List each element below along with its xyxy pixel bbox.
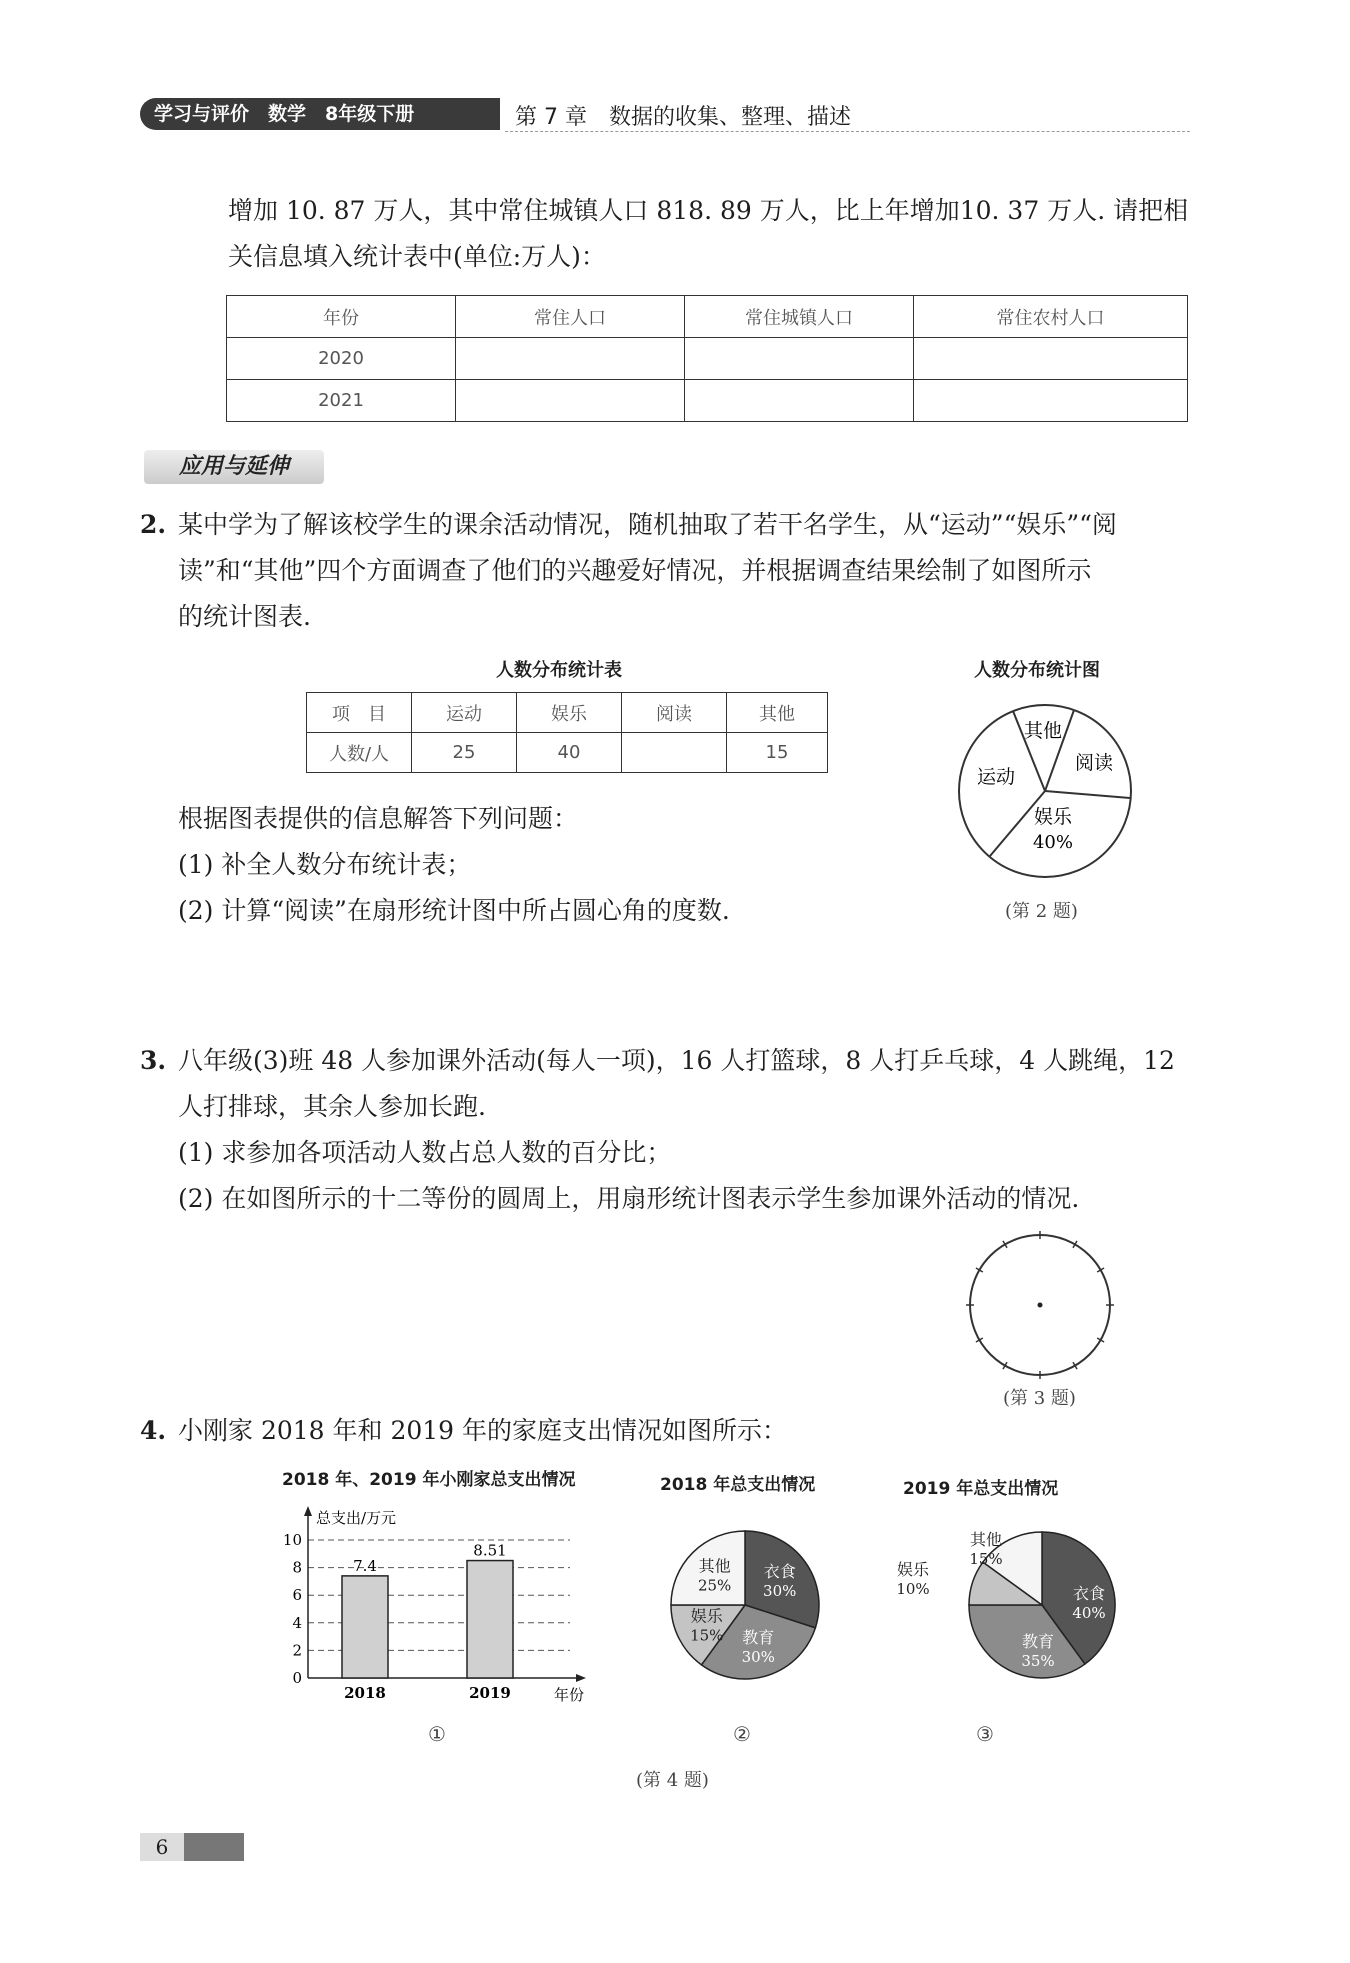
pie-slice-label: 教育 xyxy=(1021,1632,1055,1651)
pie-slice-pct: 15% xyxy=(969,1550,1003,1568)
table-cell-empty[interactable] xyxy=(456,380,685,422)
population-table xyxy=(226,295,1188,422)
bar xyxy=(467,1561,513,1678)
q2-sub-2: (2) 计算“阅读”在扇形统计图中所占圆心角的度数. xyxy=(178,896,730,925)
pie-slice-pct: 40% xyxy=(1072,1604,1106,1622)
pie-slice-pct: 10% xyxy=(896,1580,930,1598)
section-title: 应用与延伸 xyxy=(144,450,324,484)
y-tick-label: 4 xyxy=(292,1613,302,1632)
table-header-cell: 阅读 xyxy=(622,693,727,733)
q3-twelve-part-circle[interactable] xyxy=(965,1230,1115,1380)
x-tick-label: 2019 xyxy=(469,1684,511,1702)
x-axis-label: 年份 xyxy=(554,1686,585,1704)
pie-slice-label: 衣食 xyxy=(1072,1584,1106,1603)
pie-slice-label: 娱乐 xyxy=(896,1560,930,1579)
table-header-cell: 运动 xyxy=(412,693,517,733)
q3-caption: (第 3 题) xyxy=(1003,1388,1076,1409)
table-cell: 人数/人 xyxy=(307,733,412,773)
pie-slice-pct: 30% xyxy=(763,1581,797,1600)
figure-mark-1: ① xyxy=(428,1722,446,1746)
header-divider xyxy=(505,131,1190,132)
pie-divider xyxy=(1045,791,1130,798)
q2-text-line-1: 某中学为了解该校学生的课余活动情况，随机抽取了若干名学生，从“运动”“娱乐”“阅 xyxy=(178,510,1117,539)
chapter-title: 第 7 章 数据的收集、整理、描述 xyxy=(515,105,851,130)
bar-chart-title: 2018 年、2019 年小刚家总支出情况 xyxy=(282,1470,576,1490)
q2-pie-title: 人数分布统计图 xyxy=(974,660,1100,681)
table-header-cell: 其他 xyxy=(727,693,828,733)
figure-mark-3: ③ xyxy=(976,1722,994,1746)
q2-caption: (第 2 题) xyxy=(1005,901,1078,922)
y-tick-label: 8 xyxy=(292,1558,302,1577)
q4-text-line-1: 小刚家 2018 年和 2019 年的家庭支出情况如图所示： xyxy=(178,1416,788,1445)
table-cell-empty[interactable] xyxy=(685,338,914,380)
q1-text-line-2: 关信息填入统计表中(单位:万人)： xyxy=(228,242,606,271)
q3-text-line-2: 人打排球，其余人参加长跑. xyxy=(178,1092,486,1121)
q2-sub-1: (1) 补全人数分布统计表； xyxy=(178,850,472,879)
activity-table xyxy=(306,692,828,773)
pie-label-other: 其他 xyxy=(1023,720,1063,742)
table-cell: 40 xyxy=(517,733,622,773)
q2-table-title: 人数分布统计表 xyxy=(496,660,622,681)
pie-2019-title: 2019 年总支出情况 xyxy=(903,1479,1059,1499)
q2-prompt: 根据图表提供的信息解答下列问题： xyxy=(178,804,579,833)
y-tick-label: 6 xyxy=(292,1586,302,1605)
table-header-cell: 娱乐 xyxy=(517,693,622,733)
q2-number: 2. xyxy=(140,510,167,539)
table-cell-year: 2020 xyxy=(227,338,456,380)
x-axis-arrow xyxy=(576,1674,586,1682)
q1-text-line-1: 增加 10. 87 万人，其中常住城镇人口 818. 89 万人，比上年增加10. 37 万人. 请把相 xyxy=(228,196,1189,225)
pie-slice-label: 娱乐 xyxy=(690,1606,723,1626)
table-cell-empty[interactable] xyxy=(456,338,685,380)
pie-slice-pct: 35% xyxy=(1021,1652,1055,1670)
circle-center-dot xyxy=(1038,1303,1043,1308)
y-tick-label: 0 xyxy=(292,1669,302,1687)
pie-2019-chart xyxy=(880,1500,1106,1700)
pie-slice-pct: 30% xyxy=(741,1647,775,1666)
pie-label-entertainment: 娱乐 xyxy=(1033,806,1073,828)
pie-slice-label: 衣食 xyxy=(763,1561,796,1581)
pie-2018-title: 2018 年总支出情况 xyxy=(660,1475,816,1495)
pie-slice-label: 教育 xyxy=(742,1627,775,1647)
table-cell-empty[interactable] xyxy=(685,380,914,422)
bar xyxy=(342,1576,388,1678)
table-header-cell: 常住农村人口 xyxy=(914,296,1188,338)
q4-caption: (第 4 题) xyxy=(636,1770,709,1791)
q2-pie-chart xyxy=(950,696,1140,886)
y-tick-label: 2 xyxy=(292,1641,302,1660)
q3-number: 3. xyxy=(140,1046,167,1075)
book-series-title: 学习与评价 数学 8年级下册 xyxy=(154,103,415,125)
table-header-cell: 年份 xyxy=(227,296,456,338)
y-axis-arrow xyxy=(304,1506,312,1516)
table-cell: 25 xyxy=(412,733,517,773)
pie-slice-pct: 25% xyxy=(697,1576,732,1595)
table-cell: 15 xyxy=(727,733,828,773)
table-cell-empty[interactable] xyxy=(622,733,727,773)
q3-sub-1: (1) 求参加各项活动人数占总人数的百分比； xyxy=(178,1138,672,1167)
x-tick-label: 2018 xyxy=(344,1684,386,1702)
page-number: 6 xyxy=(140,1833,184,1861)
pie-label-sport: 运动 xyxy=(976,766,1016,788)
pie-slice-pct: 15% xyxy=(690,1626,724,1645)
table-header-cell: 项 目 xyxy=(307,693,412,733)
table-header-cell: 常住城镇人口 xyxy=(685,296,914,338)
y-ticks xyxy=(283,1531,302,1687)
q3-sub-2: (2) 在如图所示的十二等份的圆周上，用扇形统计图表示学生参加课外活动的情况. xyxy=(178,1184,1080,1213)
bar-chart xyxy=(270,1500,600,1715)
book-header-bar xyxy=(140,98,500,130)
pie-slice-label: 其他 xyxy=(698,1556,731,1576)
bar-data-label: 8.51 xyxy=(473,1541,507,1560)
q4-number: 4. xyxy=(140,1416,167,1445)
table-cell-empty[interactable] xyxy=(914,338,1188,380)
y-axis-label: 总支出/万元 xyxy=(316,1509,397,1527)
figure-mark-2: ② xyxy=(733,1722,751,1746)
pie-label-entertainment-pct: 40% xyxy=(1032,832,1074,853)
pie-2018-chart xyxy=(660,1500,830,1700)
q2-text-line-2: 读”和“其他”四个方面调查了他们的兴趣爱好情况，并根据调查结果绘制了如图所示 xyxy=(178,556,1092,585)
y-tick-label: 10 xyxy=(282,1531,302,1549)
bar-data-label: 7.4 xyxy=(353,1556,377,1575)
table-header-cell: 常住人口 xyxy=(456,296,685,338)
q3-text-line-1: 八年级(3)班 48 人参加课外活动(每人一项)，16 人打篮球，8 人打乒乓球，4 人跳绳，12 xyxy=(178,1046,1175,1075)
q2-text-line-3: 的统计图表. xyxy=(178,602,311,631)
pie-label-reading: 阅读 xyxy=(1074,752,1114,774)
table-cell-year: 2021 xyxy=(227,380,456,422)
table-cell-empty[interactable] xyxy=(914,380,1188,422)
pie-slice-label: 其他 xyxy=(969,1530,1003,1549)
